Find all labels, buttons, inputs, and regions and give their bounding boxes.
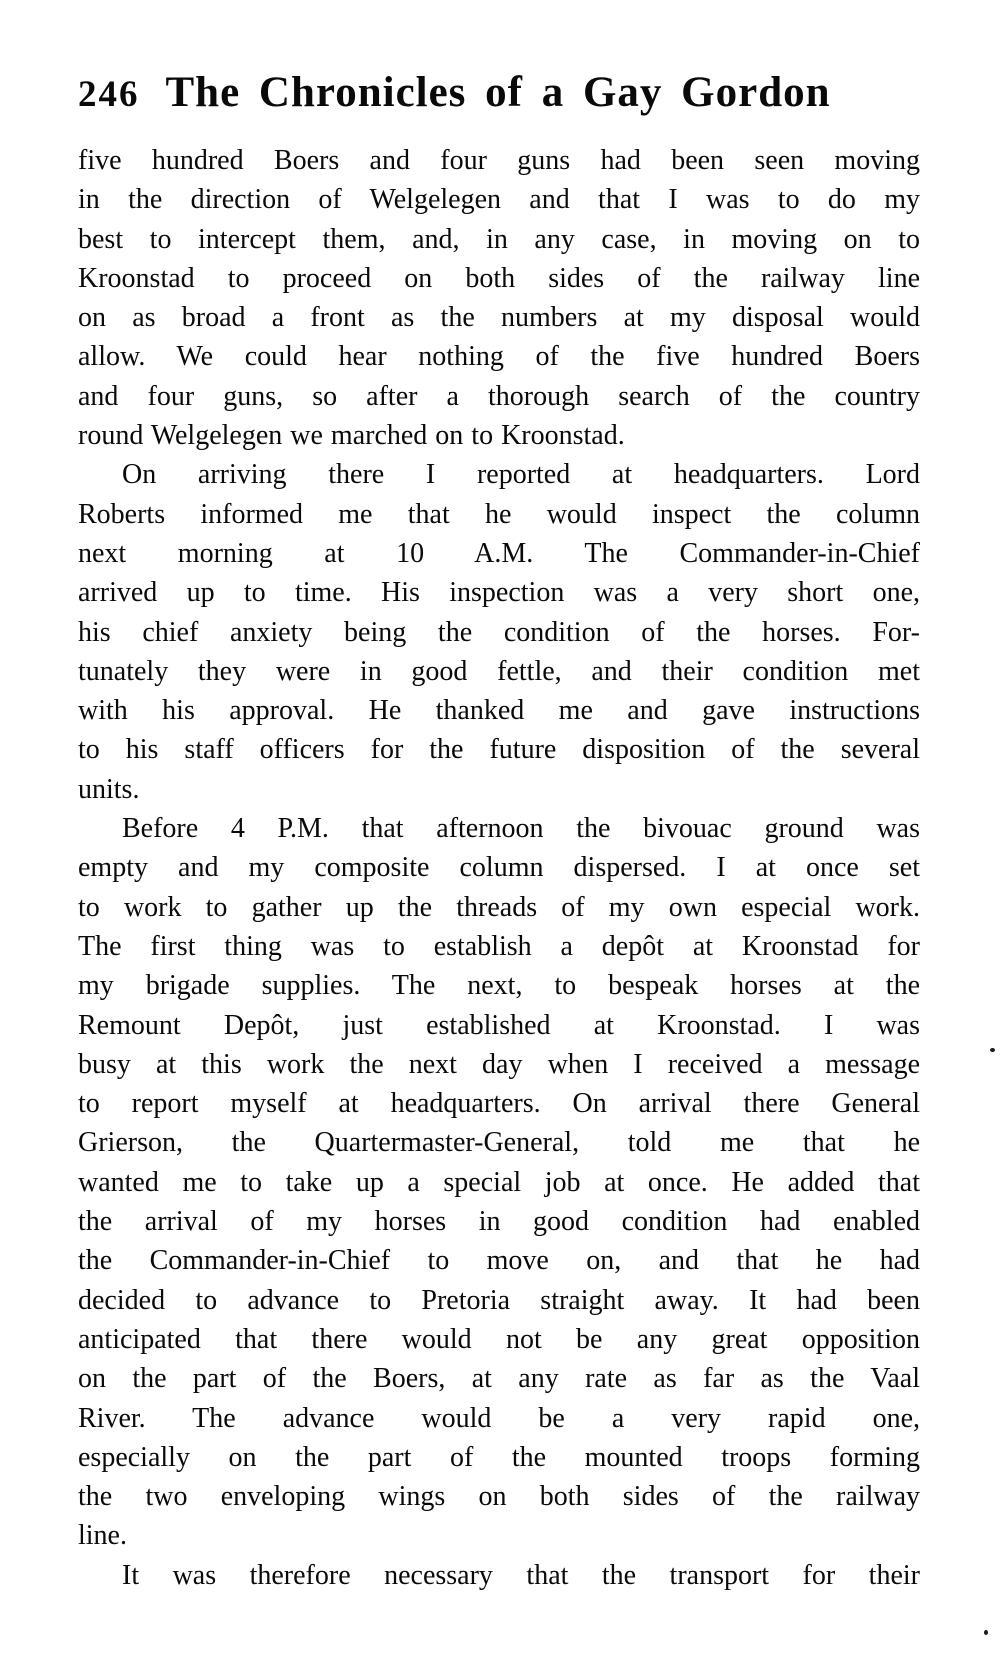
text-line: units.: [78, 773, 140, 805]
text-line: the two enveloping wings on both sides of the railway: [78, 1481, 920, 1513]
page-number: 246: [78, 74, 140, 115]
text-line: empty and my composite column dispersed. I at once set: [78, 852, 920, 884]
text-line: allow. We could hear nothing of the five hundred Boers: [78, 341, 920, 373]
page-text: [78, 141, 920, 1595]
text-line: busy at this work the next day when I received a message: [78, 1048, 920, 1080]
text-line: and four guns, so after a thorough search of the country: [78, 380, 920, 412]
scan-speck: [984, 1630, 988, 1635]
text-line: line.: [78, 1520, 127, 1552]
text-line: wanted me to take up a special job at once. He added that: [78, 1166, 920, 1198]
text-line: Before 4 P.M. that afternoon the bivouac ground was: [122, 813, 920, 845]
text-line: Roberts informed me that he would inspect the column: [78, 498, 920, 530]
text-line: The first thing was to establish a depôt at Kroonstad for: [78, 930, 920, 962]
text-line: tunately they were in good fettle, and their condition met: [78, 655, 920, 687]
text-line: round Welgelegen we marched on to Kroonstad.: [78, 420, 625, 452]
text-line: decided to advance to Pretoria straight away. It had been: [78, 1284, 920, 1316]
text-line: next morning at 10 A.M. The Commander-in-Chief: [78, 537, 920, 569]
text-line: It was therefore necessary that the transport for their: [122, 1559, 920, 1591]
text-line: Kroonstad to proceed on both sides of the railway line: [78, 262, 920, 294]
text-line: the Commander-in-Chief to move on, and that he had: [78, 1245, 920, 1277]
text-line: on as broad a front as the numbers at my disposal would: [78, 302, 920, 334]
text-line: five hundred Boers and four guns had been seen moving: [78, 145, 920, 176]
text-line: Grierson, the Quartermaster-General, told me that he: [78, 1127, 920, 1159]
scan-speck: [990, 1048, 995, 1052]
text-line: especially on the part of the mounted troops forming: [78, 1441, 920, 1473]
page-header: [78, 68, 922, 117]
text-line: River. The advance would be a very rapid one,: [78, 1402, 920, 1434]
text-line: to his staff officers for the future disposition of the several: [78, 734, 920, 766]
text-line: On arriving there I reported at headquarters. Lord: [122, 459, 920, 491]
text-line: on the part of the Boers, at any rate as far as the Vaal: [78, 1363, 920, 1395]
text-line: to work to gather up the threads of my own especial work.: [78, 891, 920, 923]
text-line: anticipated that there would not be any great opposition: [78, 1323, 920, 1355]
text-line: best to intercept them, and, in any case, in moving on to: [78, 223, 920, 255]
text-line: my brigade supplies. The next, to bespeak horses at the: [78, 970, 920, 1002]
text-line: Remount Depôt, just established at Kroonstad. I was: [78, 1009, 920, 1041]
text-line: the arrival of my horses in good condition had enabled: [78, 1206, 920, 1238]
text-line: in the direction of Welgelegen and that I was to do my: [78, 184, 920, 216]
text-line: with his approval. He thanked me and gave instructions: [78, 695, 920, 727]
page-title: The Chronicles of a Gay Gordon: [165, 69, 831, 116]
text-line: his chief anxiety being the condition of the horses. For-: [78, 616, 920, 648]
text-line: arrived up to time. His inspection was a very short one,: [78, 577, 920, 609]
text-line: to report myself at headquarters. On arrival there General: [78, 1088, 920, 1120]
